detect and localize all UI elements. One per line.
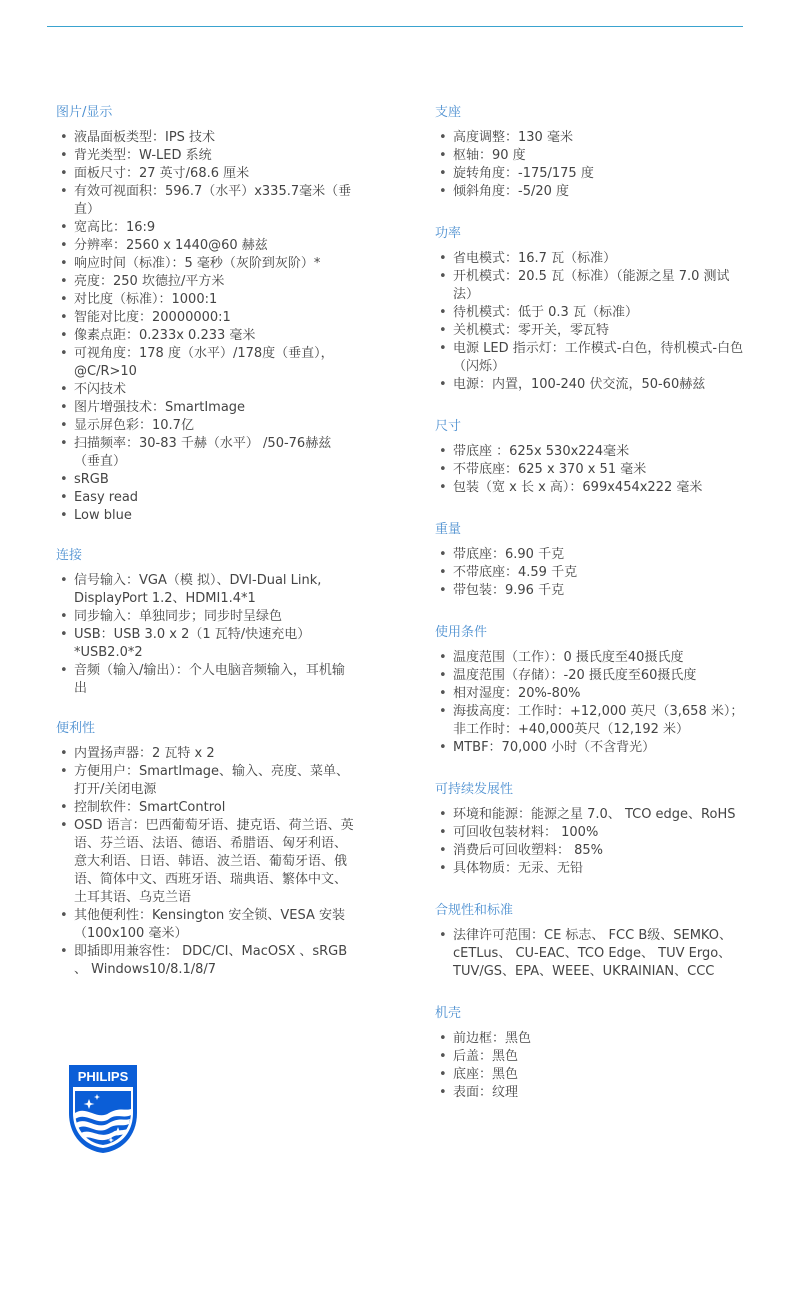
spec-section — [56, 720, 356, 979]
spec-item: • 省电模式：16.7 瓦（标准） — [435, 250, 747, 268]
spec-section — [435, 225, 747, 394]
spec-list — [435, 443, 747, 497]
spec-item: • 海拔高度：工作时：+12,000 英尺（3,658 米）；非工作时：+40,000英尺（12,192 米） — [435, 703, 747, 739]
spec-list — [435, 129, 747, 201]
spec-section — [435, 1005, 747, 1102]
spec-item: • 不带底座：625 x 370 x 51 毫米 — [435, 461, 747, 479]
spec-item: • 图片增强技术：SmartImage — [56, 399, 356, 417]
section-title: 功率 — [435, 226, 462, 241]
spec-item: • Low blue — [56, 507, 356, 525]
spec-item: • 背光类型：W-LED 系统 — [56, 147, 356, 165]
spec-list — [435, 927, 747, 981]
spec-list — [435, 250, 747, 394]
spec-item: • 温度范围（工作）：0 摄氏度至40摄氏度 — [435, 649, 747, 667]
spec-item: • 信号输入：VGA（模 拟）、DVI-Dual Link, DisplayPort 1.2、HDMI1.4*1 — [56, 572, 356, 608]
spec-item: • OSD 语言：巴西葡萄牙语、捷克语、荷兰语、英语、芬兰语、法语、德语、希腊语、匈牙利语、意大利语、日语、韩语、波兰语、葡萄牙语、俄语、简体中文、西班牙语、瑞典语、繁体中文、土耳其语、乌克兰语 — [56, 817, 356, 907]
section-title: 便利性 — [56, 721, 96, 736]
spec-list — [435, 546, 747, 600]
section-title: 合规性和标准 — [435, 903, 514, 918]
brand-wordmark: PHILIPS — [77, 1069, 129, 1084]
spec-item: • 带底座：6.90 千克 — [435, 546, 747, 564]
spec-item: • 旋转角度：-175/175 度 — [435, 165, 747, 183]
spec-item: • 其他便利性：Kensington 安全锁、VESA 安装（100x100 毫米） — [56, 907, 356, 943]
spec-item: • 显示屏色彩：10.7亿 — [56, 417, 356, 435]
spec-item: • 内置扬声器：2 瓦特 x 2 — [56, 745, 356, 763]
spec-list — [56, 129, 356, 525]
spec-item: • 液晶面板类型：IPS 技术 — [56, 129, 356, 147]
spec-item: • 不带底座：4.59 千克 — [435, 564, 747, 582]
spec-item: • 关机模式：零开关，零瓦特 — [435, 322, 747, 340]
spec-item: • 有效可视面积：596.7（水平）x335.7毫米（垂直） — [56, 183, 356, 219]
section-title: 支座 — [435, 105, 462, 120]
spec-item: • Easy read — [56, 489, 356, 507]
spec-item: • 同步输入：单独同步；同步时呈绿色 — [56, 608, 356, 626]
section-title: 连接 — [56, 548, 83, 563]
spec-item: • 包装（宽 x 长 x 高）：699x454x222 毫米 — [435, 479, 747, 497]
spec-list — [435, 649, 747, 757]
spec-item: • 电源：内置，100-240 伏交流，50-60赫兹 — [435, 376, 747, 394]
spec-item: • 即插即用兼容性： DDC/CI、MacOSX 、sRGB 、 Windows10/8.1/8/7 — [56, 943, 356, 979]
spec-section — [435, 781, 747, 878]
spec-item: • 相对湿度：20%-80% — [435, 685, 747, 703]
spec-item: • 后盖：黑色 — [435, 1048, 747, 1066]
spec-item: • 待机模式：低于 0.3 瓦（标准） — [435, 304, 747, 322]
spec-item: • 开机模式：20.5 瓦（标准）（能源之星 7.0 测试法） — [435, 268, 747, 304]
section-title: 机壳 — [435, 1006, 462, 1021]
spec-list — [56, 572, 356, 698]
spec-item: • 消费后可回收塑料： 85% — [435, 842, 747, 860]
section-title: 图片/显示 — [56, 105, 113, 120]
spec-section — [435, 418, 747, 497]
spec-item: • 不闪技术 — [56, 381, 356, 399]
spec-item: • 环境和能源：能源之星 7.0、 TCO edge、RoHS — [435, 806, 747, 824]
spec-item: • 音频（输入/输出）：个人电脑音频输入，耳机输出 — [56, 662, 356, 698]
spec-section — [56, 547, 356, 698]
section-title: 可持续发展性 — [435, 782, 514, 797]
spec-item: • 可视角度：178 度（水平）/178度（垂直），@C/R>10 — [56, 345, 356, 381]
spec-item: • 控制软件：SmartControl — [56, 799, 356, 817]
spec-item: • 具体物质：无汞、无铅 — [435, 860, 747, 878]
spec-item: • 带包装：9.96 千克 — [435, 582, 747, 600]
spec-item: • 法律许可范围：CE 标志、 FCC B级、SEMKO、 cETLus、 CU-EAC、TCO Edge、 TUV Ergo、 TUV/GS、EPA、WEEE、UKRAINIAN、CCC — [435, 927, 747, 981]
right-spec-column — [435, 104, 747, 1126]
spec-section — [435, 104, 747, 201]
spec-item: • 枢轴：90 度 — [435, 147, 747, 165]
spec-list — [435, 1030, 747, 1102]
spec-item: • sRGB — [56, 471, 356, 489]
spec-item: • 底座：黑色 — [435, 1066, 747, 1084]
section-title: 重量 — [435, 522, 462, 537]
spec-item: • 响应时间（标准）：5 毫秒（灰阶到灰阶）* — [56, 255, 356, 273]
spec-item: • 倾斜角度：-5/20 度 — [435, 183, 747, 201]
spec-item: • 分辨率：2560 x 1440@60 赫兹 — [56, 237, 356, 255]
spec-item: • MTBF：70,000 小时（不含背光） — [435, 739, 747, 757]
left-spec-column — [56, 104, 356, 1001]
spec-item: • 方便用户：SmartImage、输入、亮度、菜单、打开/关闭电源 — [56, 763, 356, 799]
spec-item: • 宽高比：16:9 — [56, 219, 356, 237]
spec-item: • 温度范围（存储）：-20 摄氏度至60摄氏度 — [435, 667, 747, 685]
spec-item: • 表面：纹理 — [435, 1084, 747, 1102]
spec-item: • 亮度：250 坎德拉/平方米 — [56, 273, 356, 291]
spec-item: • 扫描频率：30-83 千赫（水平） /50-76赫兹（垂直） — [56, 435, 356, 471]
spec-list — [435, 806, 747, 878]
section-title: 使用条件 — [435, 625, 488, 640]
spec-item: • 可回收包装材料： 100% — [435, 824, 747, 842]
spec-item: • USB：USB 3.0 x 2（1 瓦特/快速充电）*USB2.0*2 — [56, 626, 356, 662]
spec-item: • 电源 LED 指示灯：工作模式-白色，待机模式-白色（闪烁） — [435, 340, 747, 376]
philips-shield-logo — [67, 1063, 139, 1155]
spec-item: • 智能对比度：20000000:1 — [56, 309, 356, 327]
spec-item: • 对比度（标准）：1000:1 — [56, 291, 356, 309]
spec-item: • 像素点距：0.233x 0.233 毫米 — [56, 327, 356, 345]
section-title: 尺寸 — [435, 419, 462, 434]
spec-section — [435, 624, 747, 757]
spec-section — [435, 902, 747, 981]
top-divider — [47, 26, 743, 27]
spec-list — [56, 745, 356, 979]
spec-section — [56, 104, 356, 525]
spec-item: • 带底座 ：625x 530x224毫米 — [435, 443, 747, 461]
spec-item: • 高度调整：130 毫米 — [435, 129, 747, 147]
spec-section — [435, 521, 747, 600]
spec-item: • 前边框：黑色 — [435, 1030, 747, 1048]
spec-item: • 面板尺寸：27 英寸/68.6 厘米 — [56, 165, 356, 183]
